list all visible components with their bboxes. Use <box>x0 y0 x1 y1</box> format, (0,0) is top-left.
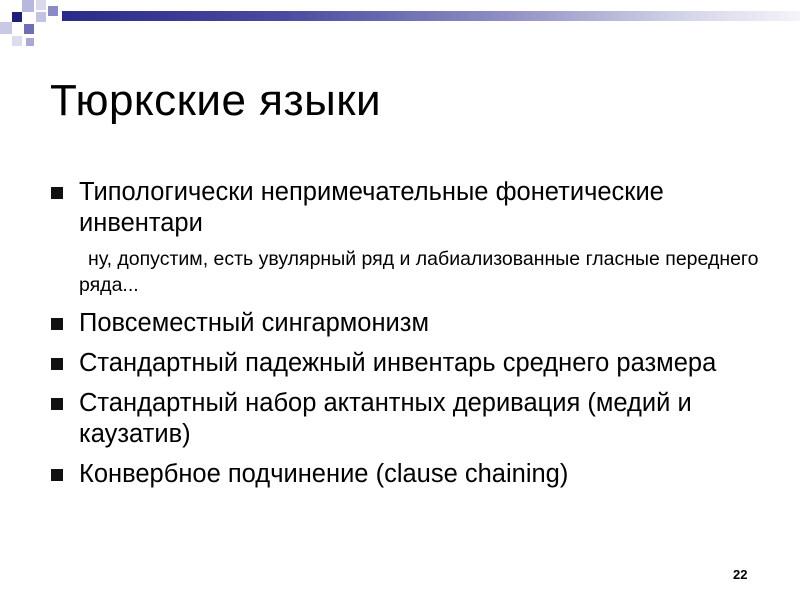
square-bullet-icon <box>51 358 63 370</box>
deco-square-light <box>22 0 34 12</box>
square-bullet-icon <box>51 469 63 481</box>
bullet-item <box>48 308 768 339</box>
deco-square-light <box>12 36 22 46</box>
deco-square-light <box>36 0 46 10</box>
slide-title: Тюркские языки <box>50 76 382 125</box>
square-bullet-icon <box>51 187 63 199</box>
deco-square-light <box>26 38 34 46</box>
bullet-item <box>48 177 768 239</box>
header-gradient-bar <box>62 11 800 21</box>
square-bullet-icon <box>51 318 63 330</box>
bullet-item <box>48 459 768 490</box>
sub-note-text: ну, допустим, есть увулярный ряд и лабиализованные гласные переднего ряда... <box>79 248 759 296</box>
deco-square-mid <box>48 6 58 16</box>
bullet-item <box>48 348 768 379</box>
bullet-list <box>48 177 768 499</box>
header-decoration <box>0 0 800 60</box>
page-number: 22 <box>733 567 748 582</box>
sub-note <box>48 246 768 298</box>
deco-square-dark <box>12 12 22 22</box>
deco-square-mid <box>24 24 34 34</box>
deco-square-light <box>0 22 12 34</box>
bullet-text: Типологически непримечательные фонетические инвентари <box>79 178 664 237</box>
bullet-text: Повсеместный сингармонизм <box>79 309 430 337</box>
deco-square-light <box>36 12 46 22</box>
bullet-text: Стандартный падежный инвентарь среднего размера <box>79 349 717 377</box>
bullet-text: Конвербное подчинение (clause chaining) <box>79 460 569 488</box>
bullet-text: Стандартный набор актантных деривация (медий и каузатив) <box>79 389 692 448</box>
square-bullet-icon <box>51 398 63 410</box>
bullet-item <box>48 388 768 450</box>
